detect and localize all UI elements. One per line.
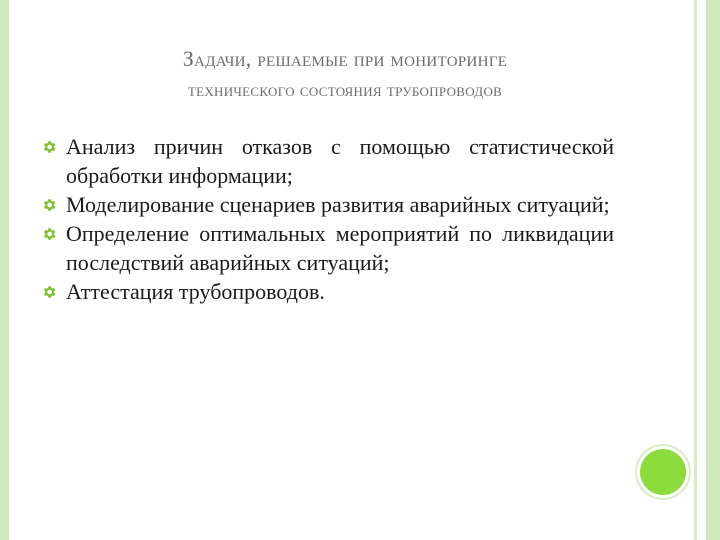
list-item xyxy=(39,190,614,219)
list-item-text: Аттестация трубопроводов. xyxy=(66,279,325,304)
list-item-text: Определение оптимальных мероприятий по ликвидации последствий аварийных ситуаций; xyxy=(66,221,614,275)
list-item xyxy=(39,277,614,306)
list-item xyxy=(39,132,614,190)
gear-icon xyxy=(41,284,57,300)
task-list xyxy=(39,132,614,306)
slide-title-line-2: технического состояния трубопроводов xyxy=(187,80,503,101)
list-item-text: Моделирование сценариев развития аварийных ситуаций; xyxy=(66,192,610,217)
left-border-decoration xyxy=(0,0,9,540)
right-border-decoration xyxy=(706,0,720,540)
list-item-text: Анализ причин отказов с помощью статистической обработки информации; xyxy=(66,134,614,188)
list-item xyxy=(39,219,614,277)
slide-title-line-1: Задачи, решаемые при мониторинге xyxy=(182,46,508,71)
gear-icon xyxy=(41,139,57,155)
right-border-line xyxy=(694,0,697,540)
decorative-circle xyxy=(640,449,686,495)
gear-icon xyxy=(41,197,57,213)
gear-icon xyxy=(41,226,57,242)
